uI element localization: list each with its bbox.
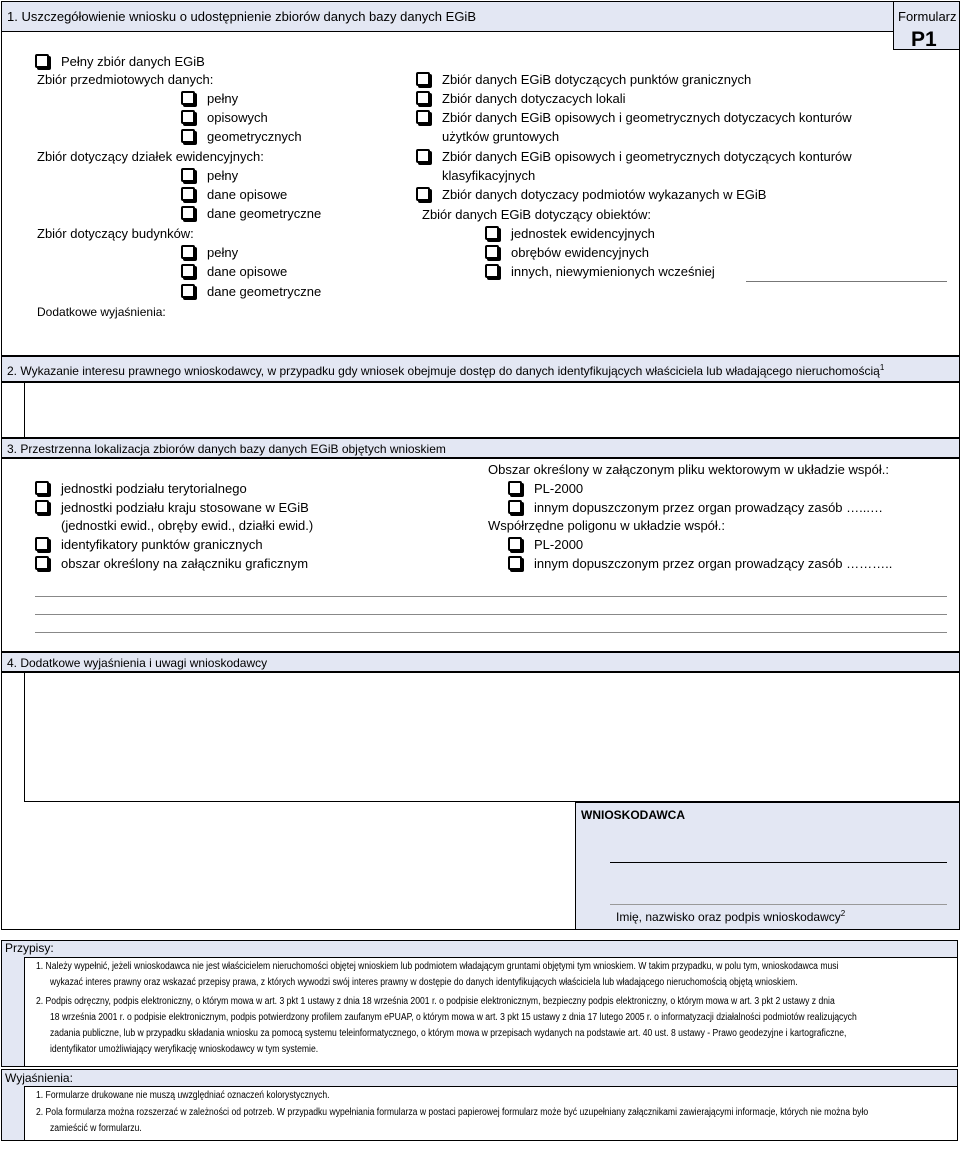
classification-label-1: Zbiór danych EGiB opisowych i geometrycznych dotyczących konturów [442,149,852,164]
objects-units-label: jednostek ewidencyjnych [511,226,655,241]
checkbox-vector-other[interactable] [508,500,522,514]
checkbox-polygon-other[interactable] [508,556,522,570]
checkbox-territorial-units[interactable] [35,481,49,495]
applicant-signature-label [616,909,845,924]
land-use-label-2: użytków gruntowych [442,129,560,144]
checkbox-full-egib[interactable] [35,54,49,68]
footnote-2-line-4: identyfikator umożliwiający weryfikację wnioskodawcy w tym systemie. [50,1044,319,1055]
buildings-descriptive-label: dane opisowe [207,264,288,279]
footnote-1-line-1: 1. Należy wypełnić, jeżeli wnioskodawca nie jest właścicielem nieruchomości objętej wnioskiem lub podmiotem władającym gruntami objętymi tym wnioskiem. W takim przypadku, w polu tym, wnioskodawca musi [36,961,839,972]
vector-heading: Obszar określony w załączonym pliku wektorowym w układzie współ.: [488,462,889,477]
classification-label-2: klasyfikacyjnych [442,168,536,183]
section4-title: 4. Dodatkowe wyjaśnienia i uwagi wnioskodawcy [7,656,268,670]
graphic-attachment-label: obszar określony na załączniku graficznym [61,556,309,571]
form-code: P1 [911,28,937,51]
polygon-other-label: innym dopuszczonym przez organ prowadzący zasób ……….. [534,556,893,571]
legal-interest-field[interactable] [24,382,960,438]
subject-full-label: pełny [207,91,239,106]
applicant-heading: WNIOSKODAWCA [581,808,685,822]
checkbox-subject-full[interactable] [181,91,195,105]
buildings-heading: Zbiór dotyczący budynków: [37,226,194,241]
remarks-field[interactable] [24,672,960,802]
checkbox-land-use[interactable] [416,110,430,124]
explanation-2-line-1: 2. Pola formularza można rozszerzać w zależności od potrzeb. W przypadku wypełniania formularza w postaci papierowej formularz może być uzupełniany załącznikami zawierającymi informacje, których nie można było [36,1107,869,1118]
checkbox-buildings-geometric[interactable] [181,284,195,298]
subjects-label: Zbiór danych dotyczacy podmiotów wykazanych w EGiB [442,187,767,202]
location-input-line-2[interactable] [35,614,947,615]
section2-title-text: 2. Wykazanie interesu prawnego wnioskodawcy, w przypadku gdy wniosek obejmuje dostęp do danych identyfikujących właściciela lub władającego nieruchomością [7,364,880,378]
premises-label: Zbiór danych dotyczacych lokali [442,91,626,106]
vector-pl2000-label: PL-2000 [534,481,584,496]
checkbox-subject-descriptive[interactable] [181,110,195,124]
form-label: Formularz [898,9,957,24]
polygon-pl2000-label: PL-2000 [534,537,584,552]
objects-other-label: innych, niewymienionych wcześniej [511,264,715,279]
section2-footnote-ref: 1 [879,363,885,372]
parcels-full-label: pełny [207,168,239,183]
parcels-descriptive-label: dane opisowe [207,187,288,202]
footnotes-heading: Przypisy: [5,941,54,955]
explanations-heading: Wyjaśnienia: [5,1071,73,1085]
checkbox-vector-pl2000[interactable] [508,481,522,495]
checkbox-parcels-full[interactable] [181,168,195,182]
objects-heading: Zbiór danych EGiB dotyczący obiektów: [422,207,652,222]
applicant-signature-line[interactable] [610,904,947,905]
applicant-signature-text: Imię, nazwisko oraz podpis wnioskodawcy [616,910,841,924]
footnote-2-line-1: 2. Podpis odręczny, podpis elektroniczny, o którym mowa w art. 3 pkt 1 ustawy z dnia 18 września 2001 r. o podpisie elektronicznym, bezpieczny podpis elektroniczny, o którym mowa w art. 3 pkt 2 ustawy z dnia [36,996,835,1007]
footnote-2-line-2: 18 września 2001 r. o podpisie elektronicznym, podpis potwierdzony profilem zaufanym ePUAP, o którym mowa w art. 3 pkt 15 ustawy z dnia 17 lutego 2005 r. o informatyzacji działalności podmiotów realizujących [50,1012,857,1023]
section3-title: 3. Przestrzenna lokalizacja zbiorów danych bazy danych EGiB objętych wnioskiem [7,442,446,456]
checkbox-buildings-full[interactable] [181,245,195,259]
checkbox-subjects[interactable] [416,187,430,201]
section2-title [7,363,884,378]
egib-division-label: jednostki podziału kraju stosowane w EGiB [61,500,309,515]
extra-explanations-label: Dodatkowe wyjaśnienia: [37,305,166,319]
footnote-2-line-3: zadania publiczne, lub w przypadku składania wniosku za pomocą systemu teleinformatycznego, o którym mowa w przepisach wydanych na podstawie art. 40 ust. 8 ustawy - Prawo geodezyjne i kartograficzne, [50,1028,847,1039]
applicant-footnote-ref: 2 [840,909,846,918]
checkbox-classification[interactable] [416,149,430,163]
buildings-full-label: pełny [207,245,239,260]
checkbox-objects-units[interactable] [485,226,499,240]
full-egib-label: Pełny zbiór danych EGiB [61,54,205,69]
checkbox-parcels-geometric[interactable] [181,206,195,220]
subject-descriptive-label: opisowych [207,110,268,125]
footnote-1-line-2: wykazać interes prawny oraz wskazać przepisy prawa, z których wywodzi swój interes prawny w dostępie do danych identyfikujących właściciela lub władającego nieruchomością objętą wnioskiem. [50,977,798,988]
checkbox-buildings-descriptive[interactable] [181,264,195,278]
boundary-point-ids-label: identyfikatory punktów granicznych [61,537,263,552]
explanation-2-line-2: zamieścić w formularzu. [50,1123,142,1134]
checkbox-graphic-attachment[interactable] [35,556,49,570]
territorial-units-label: jednostki podziału terytorialnego [61,481,247,496]
parcels-heading: Zbiór dotyczący działek ewidencyjnych: [37,149,264,164]
checkbox-objects-other[interactable] [485,264,499,278]
egib-division-sub-label: (jednostki ewid., obręby ewid., działki ewid.) [61,518,314,533]
checkbox-subject-geometric[interactable] [181,129,195,143]
checkbox-boundary-point-ids[interactable] [35,537,49,551]
checkbox-parcels-descriptive[interactable] [181,187,195,201]
polygon-heading: Współrzędne poligonu w układzie współ.: [488,518,726,533]
location-input-line-3[interactable] [35,632,947,633]
boundary-points-label: Zbiór danych EGiB dotyczących punktów granicznych [442,72,752,87]
checkbox-premises[interactable] [416,91,430,105]
location-input-line-1[interactable] [35,596,947,597]
land-use-label-1: Zbiór danych EGiB opisowych i geometrycznych dotyczacych konturów [442,110,852,125]
explanation-1: 1. Formularze drukowane nie muszą uwzględniać oznaczeń kolorystycznych. [36,1090,330,1101]
checkbox-polygon-pl2000[interactable] [508,537,522,551]
buildings-geometric-label: dane geometryczne [207,284,322,299]
objects-precincts-label: obrębów ewidencyjnych [511,245,650,260]
checkbox-boundary-points[interactable] [416,72,430,86]
applicant-name-line[interactable] [610,862,947,863]
parcels-geometric-label: dane geometryczne [207,206,322,221]
subject-heading: Zbiór przedmiotowych danych: [37,72,214,87]
vector-other-label: innym dopuszczonym przez organ prowadzący zasób …...… [534,500,883,515]
subject-geometric-label: geometrycznych [207,129,302,144]
checkbox-egib-division[interactable] [35,500,49,514]
checkbox-objects-precincts[interactable] [485,245,499,259]
objects-other-input-line[interactable] [746,281,947,282]
section1-title: 1. Uszczegółowienie wniosku o udostępnienie zbiorów danych bazy danych EGiB [7,9,476,24]
